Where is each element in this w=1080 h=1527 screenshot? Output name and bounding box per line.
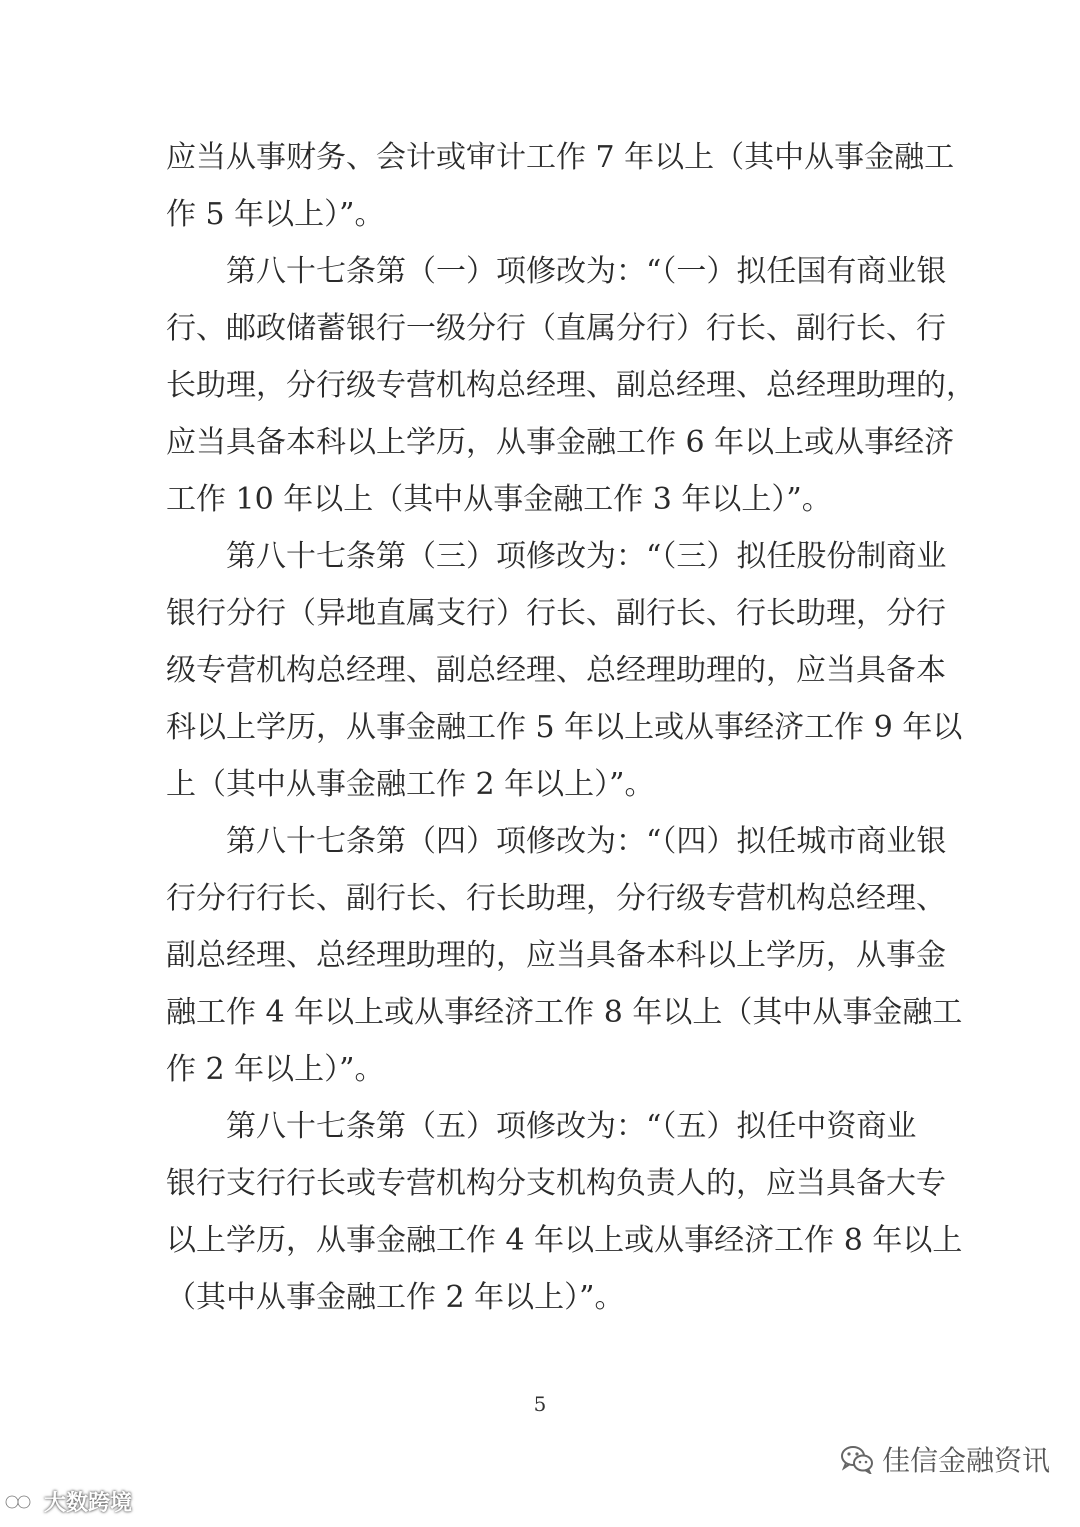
text-line: 行、邮政储蓄银行一级分行（直属分行）行长、副行长、行: [166, 311, 946, 346]
text-line: 第八十七条第（一）项修改为：“（一）拟任国有商业银: [226, 254, 947, 289]
text-line: （其中从事金融工作 2 年以上）”。: [166, 1280, 625, 1315]
text-line: 上（其中从事金融工作 2 年以上）”。: [166, 767, 655, 802]
text-line: 第八十七条第（四）项修改为：“（四）拟任城市商业银: [226, 824, 947, 859]
text-line: 作 2 年以上）”。: [166, 1052, 385, 1087]
brand-watermark-text: 大数跨境: [44, 1491, 133, 1516]
text-line: 级专营机构总经理、副总经理、总经理助理的，应当具备本: [166, 653, 946, 688]
text-line: 以上学历，从事金融工作 4 年以上或从事经济工作 8 年以上: [166, 1223, 963, 1258]
text-line: 应当从事财务、会计或审计工作 7 年以上（其中从事金融工: [166, 140, 955, 175]
text-line: 银行支行行长或专营机构分支机构负责人的，应当具备大专: [166, 1166, 946, 1201]
text-line: 行分行行长、副行长、行长助理，分行级专营机构总经理、: [166, 881, 946, 916]
text-line: 第八十七条第（五）项修改为：“（五）拟任中资商业: [226, 1109, 917, 1144]
text-line: 银行分行（异地直属支行）行长、副行长、行长助理，分行: [166, 596, 946, 631]
text-line: 工作 10 年以上（其中从事金融工作 3 年以上）”。: [166, 482, 832, 517]
text-line: 作 5 年以上）”。: [166, 197, 385, 232]
wechat-account-watermark: [840, 1439, 1050, 1479]
page-number: 5: [533, 1392, 547, 1416]
wechat-icon: [840, 1444, 874, 1474]
text-line: 第八十七条第（三）项修改为：“（三）拟任股份制商业: [226, 539, 947, 574]
brand-watermark: [4, 1486, 132, 1517]
text-line: 副总经理、总经理助理的，应当具备本科以上学历，从事金: [166, 938, 946, 973]
text-line: 应当具备本科以上学历，从事金融工作 6 年以上或从事经济: [166, 425, 955, 460]
text-line: 融工作 4 年以上或从事经济工作 8 年以上（其中从事金融工: [166, 995, 963, 1030]
dashu-logo-icon: [4, 1490, 40, 1514]
text-line: 长助理，分行级专营机构总经理、副总经理、总经理助理的，: [166, 368, 976, 403]
text-line: 科以上学历，从事金融工作 5 年以上或从事经济工作 9 年以: [166, 710, 963, 745]
wechat-account-name: 佳信金融资讯: [881, 1444, 1050, 1477]
